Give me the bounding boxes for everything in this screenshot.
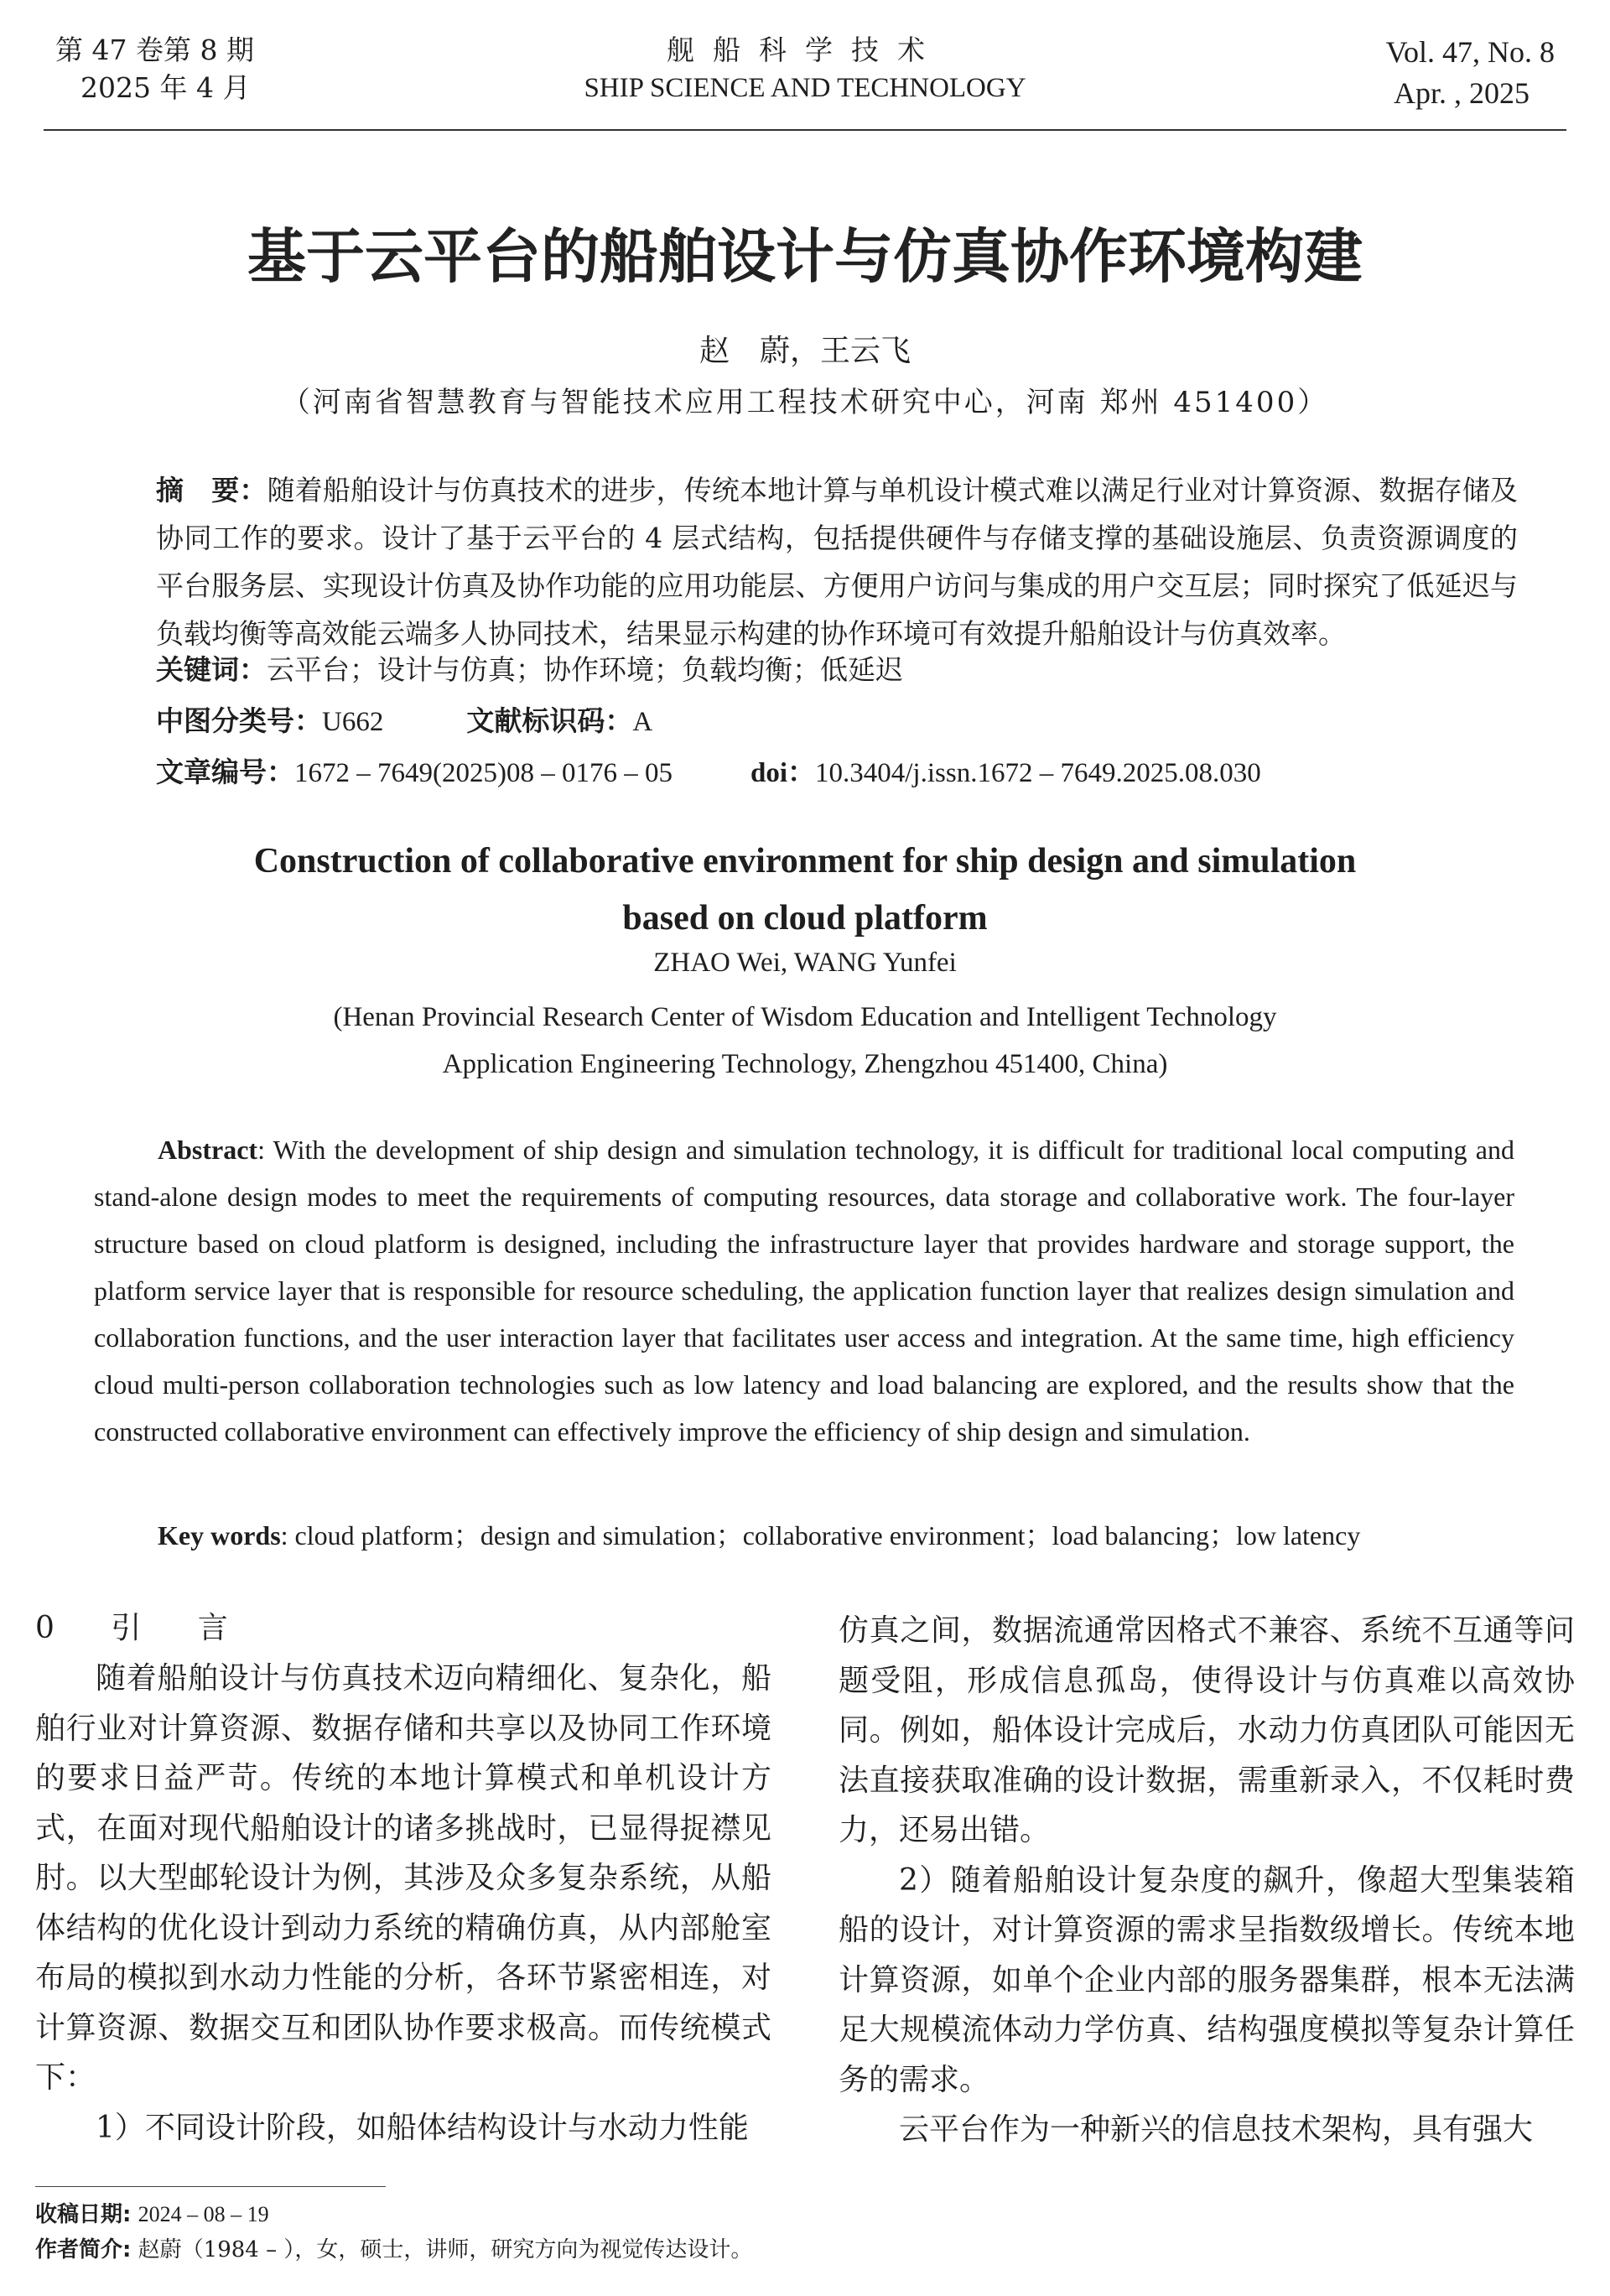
author-list-en: ZHAO Wei, WANG Yunfei [653,948,957,978]
footnote-divider [35,2186,386,2187]
date-cn: 2025 年 4 月 [80,70,251,104]
footnote-author-bio [35,2232,752,2263]
doi-value: 10.3404/j.issn.1672 – 7649.2025.08.030 [815,758,1261,788]
received-label: 收稿日期: [35,2202,132,2227]
section-heading: 0 引 言 [35,1611,252,1645]
volume-en: Vol. 47, No. 8 [1385,35,1555,69]
author-affiliation-en [0,994,1610,1088]
abstract-cn [156,466,1518,657]
keywords-en [158,1514,1360,1553]
body-paragraph: 仿真之间，数据流通常因格式不兼容、系统不互通等问题受阻，形成信息孤岛，使得设计与仿真难以高效协同。例如，船体设计完成后，水动力仿真团队可能因无法直接获取准确的设计数据，需重新录入，不仅耗时费力，还易出错。 [839,1613,1575,1847]
paper-title-en [0,833,1610,947]
footnote-received [35,2197,269,2228]
body-paragraph: 随着船舶设计与仿真技术迈向精细化、复杂化，船舶行业对计算资源、数据存储和共享以及协同工作环境的要求日益严苛。传统的本地计算模式和单机设计方式，在面对现代船舶设计的诸多挑战时，已显得捉襟见肘。以大型邮轮设计为例，其涉及众多复杂系统，从船体结构的优化设计到动力系统的精确仿真，从内部舱室布局的模拟到水动力性能的分析，各环节紧密相连，对计算资源、数据交互和团队协作要求极高。而传统模式下： [35,1661,771,2095]
article-number-line [156,751,1261,790]
clc-label: 中图分类号： [156,704,322,737]
abstract-cn-text: 随着船舶设计与仿真技术的进步，传统本地计算与单机设计模式难以满足行业对计算资源、数据存储及协同工作的要求。设计了基于云平台的 4 层式结构，包括提供硬件与存储支撑的基础设施层、负责资源调度的平台服务层、实现设计仿真及协作功能的应用功能层、方便用户访问与集成的用户交互层；同时探究了低延迟与负载均衡等高效能云端多人协同技术，结果显示构建的协作环境可有效提升船舶设计与仿真效率。 [156,474,1519,650]
keywords-en-label: Key words [158,1520,281,1551]
abstract-en-label: Abstract [158,1135,258,1165]
affiliation-en-line-2: Application Engineering Technology, Zhengzhou 451400, China) [442,1049,1168,1079]
running-header-right [1386,32,1555,113]
date-en: Apr. , 2025 [1394,75,1530,110]
bio-value: 赵蔚（1984 – ），女，硕士，讲师，研究方向为视觉传达设计。 [138,2237,753,2262]
body-column-left [35,1654,771,2153]
body-column-right [839,1606,1575,2155]
article-number-value: 1672 – 7649(2025)08 – 0176 – 05 [294,758,673,788]
keywords-cn [156,648,903,688]
classification-line [156,699,652,739]
running-header-center [0,32,1610,106]
body-paragraph: 云平台作为一种新兴的信息技术架构，具有强大 [899,2112,1534,2147]
journal-name-en: SHIP SCIENCE AND TECHNOLOGY [584,72,1026,103]
doc-code-value: A [632,707,653,737]
paper-title: 基于云平台的船舶设计与仿真协作环境构建 [247,222,1363,291]
received-value: 2024 – 08 – 19 [138,2202,269,2226]
keywords-en-text: : cloud platform；design and simulation；collaborative environment；load balancing；low latency [280,1520,1361,1551]
doi-label: doi： [750,758,816,788]
volume-cn: 第 47 卷第 8 期 [55,34,254,66]
bio-label: 作者简介: [35,2237,132,2262]
article-number-label: 文章编号： [156,756,294,788]
doc-code-label: 文献标识码： [466,704,633,737]
abstract-cn-label: 摘 要： [156,474,267,506]
abstract-en [94,1126,1514,1455]
clc-value: U662 [322,707,384,737]
affiliation-en-line-1: (Henan Provincial Research Center of Wisdom Education and Intelligent Technology [333,1002,1277,1032]
body-paragraph: 1）不同设计阶段，如船体结构设计与水动力性能 [96,2110,749,2145]
journal-name-cn: 舰船科学技术 [667,34,943,66]
title-en-line-2: based on cloud platform [622,899,988,938]
abstract-en-text: : With the development of ship design and simulation technology, it is difficult for traditional local computing and stand-alone design modes to meet the requirements of computing resources, data storage and collaborative work. The four-layer structure based on cloud platform is designed, including the infrastructure layer that provides hardware and storage support, the platform service layer that is responsible for resource scheduling, the application function layer that realizes design simulation and collaboration functions, and the user interaction layer that facilitates user access and integration. At the same time, high efficiency cloud multi-person collaboration technologies such as low latency and load balancing are explored, and the results show that the constructed collaborative environment can effectively improve the efficiency of ship design and simulation. [94,1135,1514,1447]
author-affiliation: （河南省智慧教育与智能技术应用工程技术研究中心，河南 郑州 451400） [281,386,1329,419]
author-list: 赵 蔚，王云飞 [699,334,911,368]
keywords-cn-label: 关键词： [156,653,267,686]
header-divider [44,129,1566,131]
title-en-line-1: Construction of collaborative environment for ship design and simulation [253,842,1357,880]
keywords-cn-text: 云平台；设计与仿真；协作环境；负载均衡；低延迟 [267,653,903,686]
body-paragraph: 2）随着船舶设计复杂度的飙升，像超大型集装箱船的设计，对计算资源的需求呈指数级增长。传统本地计算资源，如单个企业内部的服务器集群，根本无法满足大规模流体动力学仿真、结构强度模拟等复杂计算任务的需求。 [839,1862,1575,2097]
